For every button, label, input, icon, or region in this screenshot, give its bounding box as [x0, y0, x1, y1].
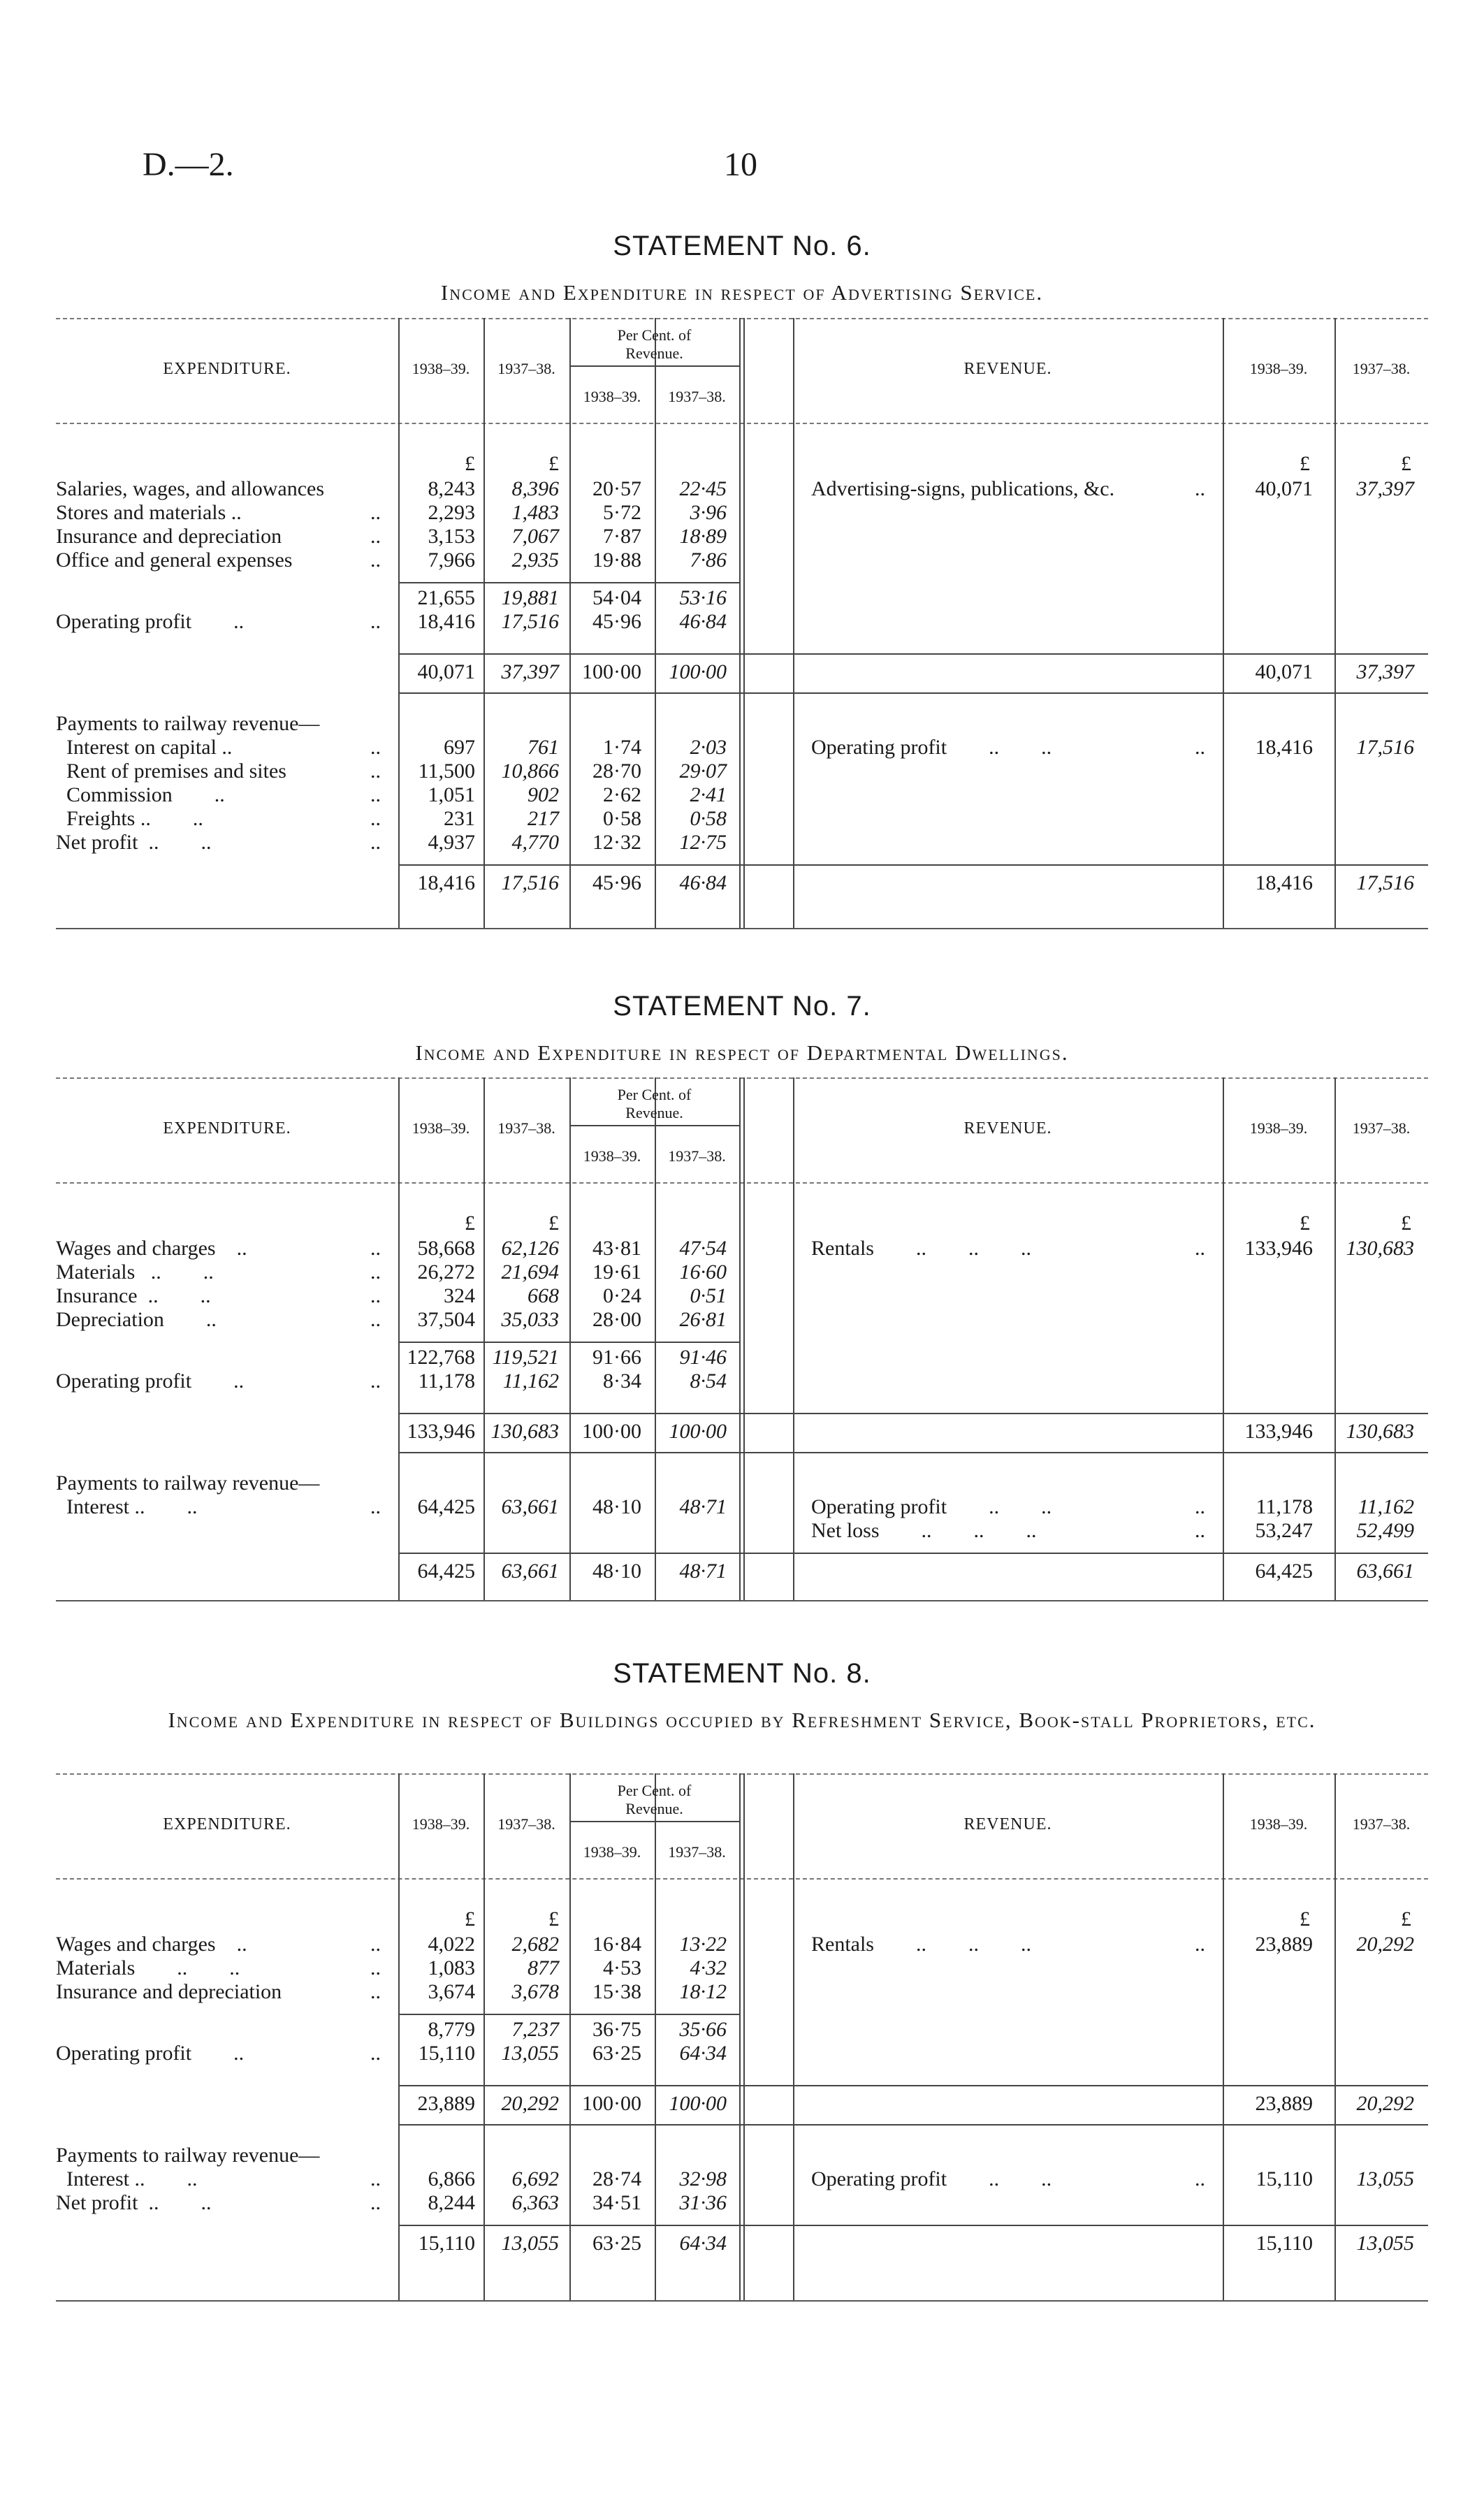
amount-1937: 1,483: [511, 501, 559, 524]
percent-1937: 4·32: [690, 1956, 727, 1979]
year2-header: 1937–38.: [497, 1815, 555, 1833]
revenue-1937: 11,162: [1358, 1495, 1414, 1518]
total-1937: 13,055: [501, 2232, 559, 2255]
percent-1938: 5·72: [603, 501, 641, 524]
column-line: [1334, 318, 1336, 928]
total-percent-1938: 100·00: [582, 1420, 641, 1443]
revenue-total-1937: 17,516: [1356, 871, 1414, 894]
revenue-label: Rentals .. .. ..: [811, 1237, 1031, 1260]
expense-label: Wages and charges ..: [56, 1237, 247, 1260]
percent-1938: 8·34: [603, 1369, 641, 1393]
revenue-label: Advertising-signs, publications, &c.: [811, 477, 1115, 500]
leader-dots: ..: [1195, 1519, 1205, 1542]
percent-1937: 31·36: [679, 2191, 727, 2214]
total-percent-1937: 100·00: [669, 660, 727, 683]
total-1937: 17,516: [501, 871, 559, 894]
revenue-total-1938: 133,946: [1244, 1420, 1313, 1443]
bottom-rule: [56, 928, 1428, 929]
leader-dots: ..: [370, 1933, 381, 1956]
revenue-1938: 11,178: [1256, 1495, 1313, 1518]
leader-dots: ..: [370, 548, 381, 572]
revenue-total-1938: 64,425: [1255, 1560, 1313, 1583]
percent-1938: 2·62: [603, 783, 641, 806]
total-1938: 40,071: [417, 660, 475, 683]
percent-1938: 4·53: [603, 1956, 641, 1979]
revenue-label: Operating profit .. ..: [811, 736, 1052, 759]
total-1938: 133,946: [407, 1420, 475, 1443]
expense-label: Office and general expenses: [56, 548, 293, 572]
total-rule: [398, 1553, 1428, 1554]
revenue-label: Operating profit .. ..: [811, 2167, 1052, 2190]
expense-label: Wages and charges ..: [56, 1933, 247, 1956]
expenditure-header: EXPENDITURE.: [163, 1119, 291, 1138]
amount-1938: 8,779: [428, 2018, 475, 2041]
total-1938: 18,416: [417, 871, 475, 894]
pound-sign: £: [465, 1908, 475, 1931]
rev-year2-header: 1937–38.: [1352, 1119, 1411, 1137]
expense-label: Operating profit ..: [56, 610, 245, 633]
amount-1938: 21,655: [417, 586, 475, 609]
amount-1937: 119,521: [492, 1346, 559, 1369]
amount-1937: 4,770: [511, 831, 559, 854]
pound-sign: £: [548, 1908, 559, 1931]
revenue-1938: 15,110: [1256, 2167, 1313, 2190]
percent-1937: 2·41: [690, 783, 727, 806]
leader-dots: ..: [370, 783, 381, 806]
amount-1938: 324: [444, 1284, 475, 1307]
statement-title: STATEMENT No. 8.: [613, 1658, 871, 1689]
expense-label: Operating profit ..: [56, 2042, 245, 2065]
amount-1938: 1,051: [428, 783, 475, 806]
total-percent-1938: 48·10: [592, 1560, 641, 1583]
total-rule: [398, 653, 1428, 655]
pound-sign: £: [548, 452, 559, 475]
percent-1938: 54·04: [592, 586, 641, 609]
year2-header: 1937–38.: [497, 1119, 555, 1137]
total-percent-1937: 64·34: [679, 2232, 727, 2255]
percent-header: Per Cent. of Revenue.: [617, 1782, 692, 1817]
column-line: [793, 318, 794, 928]
page-number: 10: [724, 146, 757, 183]
percent-year1-header: 1938–39.: [583, 1843, 641, 1861]
column-line: [743, 318, 745, 928]
percent-1937: 18·89: [679, 525, 727, 548]
amount-1937: 19,881: [501, 586, 559, 609]
amount-1937: 761: [528, 736, 559, 759]
percent-1938: 7·87: [603, 525, 641, 548]
amount-1937: 11,162: [502, 1369, 559, 1393]
revenue-total-1937: 13,055: [1356, 2232, 1414, 2255]
subtotal-rule: [398, 1342, 739, 1343]
amount-1938: 697: [444, 736, 475, 759]
column-line: [743, 1773, 745, 2300]
payment-label: Net profit .. ..: [56, 2191, 212, 2214]
revenue-total-1938: 23,889: [1255, 2092, 1313, 2115]
amount-1938: 11,178: [418, 1369, 475, 1393]
subtotal-rule: [398, 2014, 739, 2015]
year1-header: 1938–39.: [412, 360, 470, 377]
column-line: [739, 1773, 741, 2300]
total-percent-1937: 100·00: [669, 1420, 727, 1443]
leader-dots: ..: [370, 1980, 381, 2003]
column-line: [398, 318, 400, 928]
subtotal-rule: [398, 582, 739, 583]
leader-dots: ..: [370, 2167, 381, 2190]
revenue-1938: 133,946: [1244, 1237, 1313, 1260]
amount-1937: 7,067: [511, 525, 559, 548]
pound-sign: £: [1401, 1908, 1411, 1931]
total-1937: 63,661: [501, 1560, 559, 1583]
leader-dots: ..: [1195, 1237, 1205, 1260]
amount-1938: 26,272: [417, 1260, 475, 1284]
leader-dots: ..: [370, 1284, 381, 1307]
column-line: [743, 1077, 745, 1600]
leader-dots: ..: [1195, 2167, 1205, 2190]
amount-1938: 4,022: [428, 1933, 475, 1956]
percent-1938: 34·51: [592, 2191, 641, 2214]
column-line: [739, 1077, 741, 1600]
revenue-total-1937: 20,292: [1356, 2092, 1414, 2115]
percent-1937: 7·86: [690, 548, 727, 572]
percent-1938: 28·70: [592, 760, 641, 783]
amount-1938: 37,504: [417, 1308, 475, 1331]
expenditure-header: EXPENDITURE.: [163, 360, 291, 378]
total-percent-1938: 63·25: [592, 2232, 641, 2255]
column-line: [398, 1773, 400, 2300]
amount-1938: 231: [444, 807, 475, 830]
amount-1937: 668: [528, 1284, 559, 1307]
column-line: [569, 318, 571, 928]
leader-dots: ..: [370, 2042, 381, 2065]
amount-1937: 35,033: [501, 1308, 559, 1331]
percent-header: Per Cent. of Revenue.: [617, 1086, 692, 1121]
pound-sign: £: [1300, 452, 1310, 475]
amount-1938: 15,110: [418, 2042, 475, 2065]
payment-label: Interest .. ..: [56, 1495, 198, 1518]
amount-1937: 21,694: [501, 1260, 559, 1284]
pound-sign: £: [1300, 1212, 1310, 1235]
amount-1937: 7,237: [511, 2018, 559, 2041]
year2-header: 1937–38.: [497, 360, 555, 377]
amount-1938: 3,674: [428, 1980, 475, 2003]
total-rule: [398, 864, 1428, 866]
percent-1937: 2·03: [690, 736, 727, 759]
total-1938: 15,110: [418, 2232, 475, 2255]
percent-year2-header: 1937–38.: [668, 1147, 726, 1165]
revenue-total-1938: 18,416: [1255, 871, 1313, 894]
payment-label: Interest on capital ..: [56, 736, 233, 759]
leader-dots: ..: [370, 760, 381, 783]
column-line: [398, 1077, 400, 1600]
leader-dots: ..: [370, 1956, 381, 1979]
percent-1937: 0·58: [690, 807, 727, 830]
bottom-rule: [56, 2300, 1428, 2302]
expense-label: Materials .. ..: [56, 1956, 240, 1979]
amount-1938: 58,668: [417, 1237, 475, 1260]
amount-1938: 11,500: [418, 760, 475, 783]
total-1938: 64,425: [417, 1560, 475, 1583]
amount-1937: 6,692: [511, 2167, 559, 2190]
payments-heading: Payments to railway revenue—: [56, 1472, 320, 1495]
pound-sign: £: [465, 452, 475, 475]
leader-dots: ..: [370, 1495, 381, 1518]
amount-1937: 62,126: [501, 1237, 559, 1260]
amount-1938: 3,153: [428, 525, 475, 548]
amount-1937: 17,516: [501, 610, 559, 633]
leader-dots: ..: [1195, 1933, 1205, 1956]
percent-year2-header: 1937–38.: [668, 1843, 726, 1861]
percent-year1-header: 1938–39.: [583, 388, 641, 405]
pound-sign: £: [465, 1212, 475, 1235]
revenue-total-1938: 40,071: [1255, 660, 1313, 683]
leader-dots: ..: [1195, 1495, 1205, 1518]
expense-label: Insurance .. ..: [56, 1284, 211, 1307]
leader-dots: ..: [1195, 736, 1205, 759]
percent-1938: 12·32: [592, 831, 641, 854]
percent-1938: 15·38: [592, 1980, 641, 2003]
percent-1937: 32·98: [679, 2167, 727, 2190]
expenditure-header: EXPENDITURE.: [163, 1815, 291, 1833]
amount-1937: 63,661: [501, 1495, 559, 1518]
pound-sign: £: [1401, 452, 1411, 475]
revenue-header: REVENUE.: [963, 1815, 1052, 1833]
page-ref: D.—2.: [143, 146, 234, 183]
percent-1938: 91·66: [592, 1346, 641, 1369]
expense-label: Operating profit ..: [56, 1369, 245, 1393]
total-rule: [398, 692, 1428, 694]
rev-year1-header: 1938–39.: [1249, 1119, 1308, 1137]
amount-1938: 6,866: [428, 2167, 475, 2190]
amount-1938: 4,937: [428, 831, 475, 854]
percent-1938: 1·74: [603, 736, 641, 759]
payments-heading: Payments to railway revenue—: [56, 2144, 320, 2167]
percent-header: Per Cent. of Revenue.: [617, 326, 692, 362]
leader-dots: ..: [370, 831, 381, 854]
percent-1937: 0·51: [690, 1284, 727, 1307]
leader-dots: ..: [370, 736, 381, 759]
payment-label: Rent of premises and sites: [56, 760, 286, 783]
percent-1937: 13·22: [679, 1933, 727, 1956]
leader-dots: ..: [370, 807, 381, 830]
percent-1937: 22·45: [679, 477, 727, 500]
column-line: [1223, 318, 1224, 928]
payments-heading: Payments to railway revenue—: [56, 712, 320, 735]
total-percent-1938: 100·00: [582, 2092, 641, 2115]
amount-1938: 18,416: [417, 610, 475, 633]
total-rule: [398, 2124, 1428, 2126]
expense-label: Insurance and depreciation: [56, 525, 282, 548]
percent-1937: 64·34: [679, 2042, 727, 2065]
percent-1937: 18·12: [679, 1980, 727, 2003]
column-line: [793, 1077, 794, 1600]
amount-1937: 217: [528, 807, 559, 830]
percent-year1-header: 1938–39.: [583, 1147, 641, 1165]
total-percent-1938: 45·96: [592, 871, 641, 894]
amount-1938: 8,243: [428, 477, 475, 500]
total-percent-1938: 100·00: [582, 660, 641, 683]
revenue-total-1938: 15,110: [1256, 2232, 1313, 2255]
percent-1938: 28·74: [592, 2167, 641, 2190]
amount-1938: 8,244: [428, 2191, 475, 2214]
payment-label: Interest .. ..: [56, 2167, 198, 2190]
total-percent-1937: 48·71: [679, 1560, 727, 1583]
revenue-label: Net loss .. .. ..: [811, 1519, 1037, 1542]
pound-sign: £: [1401, 1212, 1411, 1235]
amount-1937: 2,935: [511, 548, 559, 572]
amount-1937: 902: [528, 783, 559, 806]
amount-1937: 877: [528, 1956, 559, 1979]
column-line: [1223, 1077, 1224, 1600]
revenue-1937: 17,516: [1356, 736, 1414, 759]
percent-1937: 16·60: [679, 1260, 727, 1284]
percent-1938: 20·57: [592, 477, 641, 500]
revenue-1937: 130,683: [1346, 1237, 1414, 1260]
revenue-label: Operating profit .. ..: [811, 1495, 1052, 1518]
percent-1937: 53·16: [679, 586, 727, 609]
amount-1938: 7,966: [428, 548, 475, 572]
expense-label: Depreciation ..: [56, 1308, 217, 1331]
total-rule: [398, 2225, 1428, 2226]
total-1937: 37,397: [501, 660, 559, 683]
total-percent-1937: 46·84: [679, 871, 727, 894]
total-rule: [398, 2085, 1428, 2086]
percent-1938: 19·61: [592, 1260, 641, 1284]
percent-1938: 48·10: [592, 1495, 641, 1518]
amount-1938: 122,768: [407, 1346, 475, 1369]
revenue-label: Rentals .. .. ..: [811, 1933, 1031, 1956]
percent-1938: 63·25: [592, 2042, 641, 2065]
percent-1938: 45·96: [592, 610, 641, 633]
column-line: [483, 1773, 485, 2300]
revenue-header: REVENUE.: [963, 360, 1052, 378]
statement-title: STATEMENT No. 6.: [613, 231, 871, 261]
percent-1938: 0·58: [603, 807, 641, 830]
total-percent-1937: 100·00: [669, 2092, 727, 2115]
payment-label: Commission ..: [56, 783, 225, 806]
percent-1937: 8·54: [690, 1369, 727, 1393]
percent-1938: 0·24: [603, 1284, 641, 1307]
revenue-1938: 40,071: [1255, 477, 1313, 500]
total-1938: 23,889: [417, 2092, 475, 2115]
percent-1937: 3·96: [690, 501, 727, 524]
revenue-header: REVENUE.: [963, 1119, 1052, 1138]
amount-1937: 8,396: [511, 477, 559, 500]
column-line: [483, 1077, 485, 1600]
leader-dots: ..: [370, 1308, 381, 1331]
revenue-total-1937: 130,683: [1346, 1420, 1414, 1443]
amount-1938: 64,425: [417, 1495, 475, 1518]
statement-subtitle: Income and Expenditure in respect of Advertising Service.: [440, 280, 1044, 305]
percent-1938: 16·84: [592, 1933, 641, 1956]
column-line: [483, 318, 485, 928]
bottom-rule: [56, 1600, 1428, 1601]
expense-label: Insurance and depreciation: [56, 1980, 282, 2003]
column-line: [1223, 1773, 1224, 2300]
rev-year2-header: 1937–38.: [1352, 360, 1411, 377]
rev-year1-header: 1938–39.: [1249, 360, 1308, 377]
amount-1937: 13,055: [501, 2042, 559, 2065]
revenue-total-1937: 63,661: [1356, 1560, 1414, 1583]
revenue-total-1937: 37,397: [1356, 660, 1414, 683]
amount-1938: 2,293: [428, 501, 475, 524]
leader-dots: ..: [1195, 477, 1205, 500]
total-rule: [398, 1452, 1428, 1453]
leader-dots: ..: [370, 1237, 381, 1260]
column-line: [1334, 1077, 1336, 1600]
leader-dots: ..: [370, 501, 381, 524]
year1-header: 1938–39.: [412, 1119, 470, 1137]
percent-1937: 91·46: [679, 1346, 727, 1369]
column-line: [1334, 1773, 1336, 2300]
total-1937: 20,292: [501, 2092, 559, 2115]
statement-subtitle: Income and Expenditure in respect of Buildings occupied by Refreshment Service, Book-stall Proprietors, etc.: [168, 1708, 1316, 1732]
statement-title: STATEMENT No. 7.: [613, 991, 871, 1022]
revenue-1937: 13,055: [1356, 2167, 1414, 2190]
percent-1937: 48·71: [679, 1495, 727, 1518]
amount-1937: 2,682: [511, 1933, 559, 1956]
amount-1937: 6,363: [511, 2191, 559, 2214]
percent-1937: 47·54: [679, 1237, 727, 1260]
percent-1938: 43·81: [592, 1237, 641, 1260]
amount-1938: 1,083: [428, 1956, 475, 1979]
percent-1938: 36·75: [592, 2018, 641, 2041]
amount-1937: 3,678: [511, 1980, 559, 2003]
revenue-1937: 37,397: [1356, 477, 1414, 500]
column-line: [739, 318, 741, 928]
statement-subtitle: Income and Expenditure in respect of Departmental Dwellings.: [415, 1040, 1069, 1065]
statement-table: [56, 1077, 1428, 1601]
amount-1937: 10,866: [501, 760, 559, 783]
revenue-1938: 53,247: [1255, 1519, 1313, 1542]
expense-label: Salaries, wages, and allowances: [56, 477, 325, 500]
revenue-1938: 23,889: [1255, 1933, 1313, 1956]
total-rule: [398, 1413, 1428, 1414]
statement-table: [56, 318, 1428, 929]
revenue-1937: 20,292: [1356, 1933, 1414, 1956]
payment-label: Net profit .. ..: [56, 831, 212, 854]
leader-dots: ..: [370, 1260, 381, 1284]
total-1937: 130,683: [490, 1420, 559, 1443]
rev-year2-header: 1937–38.: [1352, 1815, 1411, 1833]
pound-sign: £: [548, 1212, 559, 1235]
percent-1938: 19·88: [592, 548, 641, 572]
percent-1937: 35·66: [679, 2018, 727, 2041]
payment-label: Freights .. ..: [56, 807, 203, 830]
statement-table: [56, 1773, 1428, 2302]
percent-1937: 12·75: [679, 831, 727, 854]
revenue-1937: 52,499: [1356, 1519, 1414, 1542]
leader-dots: ..: [370, 2191, 381, 2214]
column-line: [793, 1773, 794, 2300]
pound-sign: £: [1300, 1908, 1310, 1931]
revenue-1938: 18,416: [1255, 736, 1313, 759]
leader-dots: ..: [370, 525, 381, 548]
percent-1937: 29·07: [679, 760, 727, 783]
expense-label: Materials .. ..: [56, 1260, 214, 1284]
expense-label: Stores and materials ..: [56, 501, 242, 524]
rev-year1-header: 1938–39.: [1249, 1815, 1308, 1833]
year1-header: 1938–39.: [412, 1815, 470, 1833]
leader-dots: ..: [370, 610, 381, 633]
percent-year2-header: 1937–38.: [668, 388, 726, 405]
percent-1937: 26·81: [679, 1308, 727, 1331]
leader-dots: ..: [370, 1369, 381, 1393]
percent-1938: 28·00: [592, 1308, 641, 1331]
percent-1937: 46·84: [679, 610, 727, 633]
